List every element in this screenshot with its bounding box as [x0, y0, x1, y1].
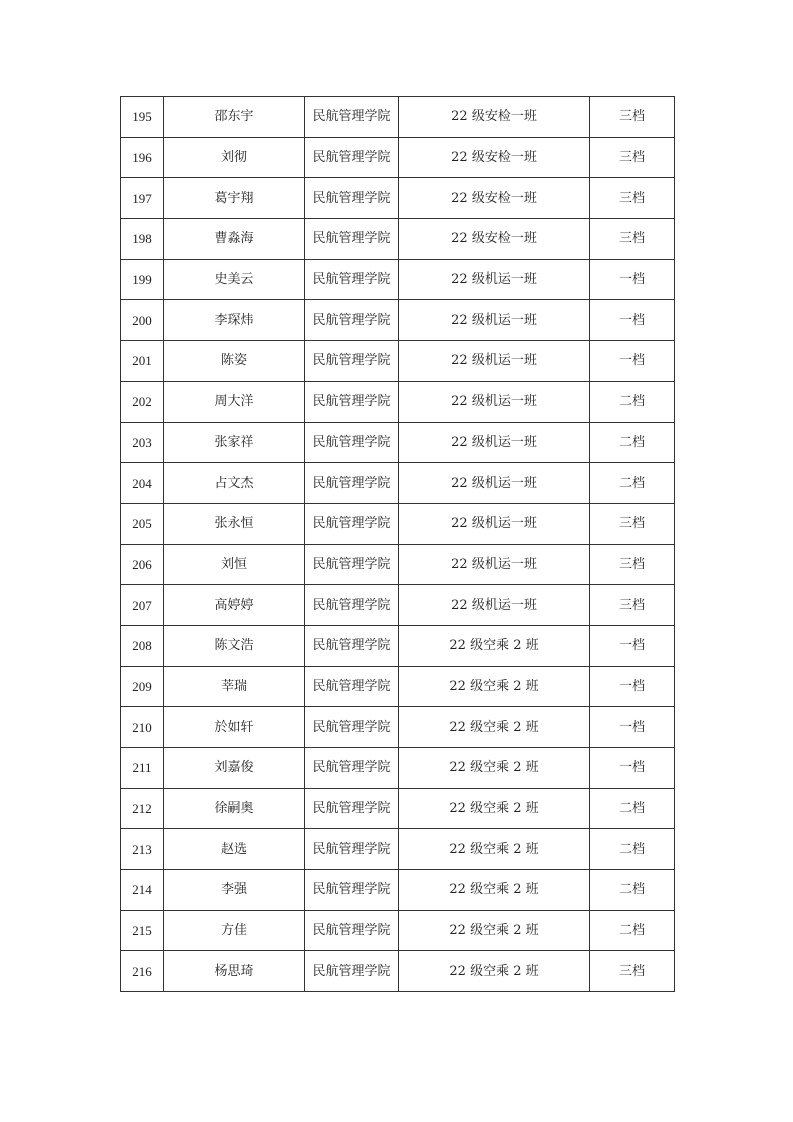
class-cell: 22 级机运一班: [399, 300, 590, 341]
class-cell: 22 级空乘 2 班: [399, 666, 590, 707]
college-cell: 民航管理学院: [305, 625, 399, 666]
row-number-cell: 205: [121, 503, 164, 544]
table-row: [121, 503, 675, 544]
level-cell: 一档: [590, 259, 675, 300]
level-cell: 一档: [590, 625, 675, 666]
row-number-cell: 207: [121, 585, 164, 626]
class-cell: 22 级空乘 2 班: [399, 951, 590, 992]
student-name-cell: 陈文浩: [164, 625, 305, 666]
level-cell: 三档: [590, 219, 675, 260]
student-name-cell: 高婷婷: [164, 585, 305, 626]
student-name-cell: 刘彻: [164, 137, 305, 178]
row-number-cell: 198: [121, 219, 164, 260]
level-cell: 三档: [590, 137, 675, 178]
row-number-cell: 203: [121, 422, 164, 463]
college-cell: 民航管理学院: [305, 829, 399, 870]
college-cell: 民航管理学院: [305, 544, 399, 585]
level-cell: 二档: [590, 381, 675, 422]
student-name-cell: 刘嘉俊: [164, 748, 305, 789]
college-cell: 民航管理学院: [305, 137, 399, 178]
row-number-cell: 197: [121, 178, 164, 219]
table-row: [121, 381, 675, 422]
college-cell: 民航管理学院: [305, 748, 399, 789]
college-cell: 民航管理学院: [305, 707, 399, 748]
level-cell: 一档: [590, 748, 675, 789]
level-cell: 二档: [590, 463, 675, 504]
table-row: [121, 259, 675, 300]
student-name-cell: 刘恒: [164, 544, 305, 585]
level-cell: 三档: [590, 585, 675, 626]
level-cell: 二档: [590, 788, 675, 829]
student-name-cell: 张永恒: [164, 503, 305, 544]
student-name-cell: 周大洋: [164, 381, 305, 422]
student-name-cell: 史美云: [164, 259, 305, 300]
row-number-cell: 200: [121, 300, 164, 341]
row-number-cell: 213: [121, 829, 164, 870]
row-number-cell: 206: [121, 544, 164, 585]
class-cell: 22 级机运一班: [399, 463, 590, 504]
row-number-cell: 202: [121, 381, 164, 422]
table-row: [121, 300, 675, 341]
table-row: [121, 463, 675, 504]
row-number-cell: 216: [121, 951, 164, 992]
table-row: [121, 178, 675, 219]
class-cell: 22 级空乘 2 班: [399, 870, 590, 911]
class-cell: 22 级安检一班: [399, 137, 590, 178]
table-row: [121, 97, 675, 138]
level-cell: 一档: [590, 300, 675, 341]
table-row: [121, 219, 675, 260]
college-cell: 民航管理学院: [305, 341, 399, 382]
level-cell: 二档: [590, 870, 675, 911]
table-row: [121, 341, 675, 382]
college-cell: 民航管理学院: [305, 585, 399, 626]
table-row: [121, 951, 675, 992]
level-cell: 二档: [590, 910, 675, 951]
class-cell: 22 级空乘 2 班: [399, 625, 590, 666]
student-name-cell: 陈姿: [164, 341, 305, 382]
class-cell: 22 级机运一班: [399, 585, 590, 626]
college-cell: 民航管理学院: [305, 503, 399, 544]
student-name-cell: 李强: [164, 870, 305, 911]
college-cell: 民航管理学院: [305, 300, 399, 341]
class-cell: 22 级空乘 2 班: [399, 829, 590, 870]
roster-body: [121, 97, 675, 992]
student-name-cell: 莘瑞: [164, 666, 305, 707]
level-cell: 一档: [590, 707, 675, 748]
table-row: [121, 870, 675, 911]
student-name-cell: 邵东宇: [164, 97, 305, 138]
table-row: [121, 625, 675, 666]
level-cell: 三档: [590, 544, 675, 585]
row-number-cell: 195: [121, 97, 164, 138]
student-name-cell: 於如轩: [164, 707, 305, 748]
row-number-cell: 214: [121, 870, 164, 911]
class-cell: 22 级机运一班: [399, 259, 590, 300]
college-cell: 民航管理学院: [305, 788, 399, 829]
row-number-cell: 215: [121, 910, 164, 951]
college-cell: 民航管理学院: [305, 178, 399, 219]
level-cell: 三档: [590, 178, 675, 219]
level-cell: 三档: [590, 97, 675, 138]
college-cell: 民航管理学院: [305, 463, 399, 504]
class-cell: 22 级机运一班: [399, 544, 590, 585]
table-row: [121, 666, 675, 707]
class-cell: 22 级安检一班: [399, 178, 590, 219]
student-name-cell: 张家祥: [164, 422, 305, 463]
college-cell: 民航管理学院: [305, 666, 399, 707]
level-cell: 三档: [590, 951, 675, 992]
row-number-cell: 210: [121, 707, 164, 748]
class-cell: 22 级安检一班: [399, 219, 590, 260]
student-name-cell: 曹淼海: [164, 219, 305, 260]
level-cell: 三档: [590, 503, 675, 544]
college-cell: 民航管理学院: [305, 870, 399, 911]
class-cell: 22 级空乘 2 班: [399, 788, 590, 829]
level-cell: 一档: [590, 666, 675, 707]
table-row: [121, 585, 675, 626]
student-name-cell: 徐嗣奥: [164, 788, 305, 829]
table-row: [121, 137, 675, 178]
row-number-cell: 211: [121, 748, 164, 789]
class-cell: 22 级机运一班: [399, 503, 590, 544]
college-cell: 民航管理学院: [305, 422, 399, 463]
college-cell: 民航管理学院: [305, 219, 399, 260]
class-cell: 22 级安检一班: [399, 97, 590, 138]
student-name-cell: 杨思琦: [164, 951, 305, 992]
table-row: [121, 910, 675, 951]
class-cell: 22 级空乘 2 班: [399, 707, 590, 748]
table-row: [121, 829, 675, 870]
college-cell: 民航管理学院: [305, 97, 399, 138]
table-row: [121, 422, 675, 463]
college-cell: 民航管理学院: [305, 259, 399, 300]
student-name-cell: 葛宇翔: [164, 178, 305, 219]
class-cell: 22 级机运一班: [399, 341, 590, 382]
row-number-cell: 199: [121, 259, 164, 300]
college-cell: 民航管理学院: [305, 951, 399, 992]
student-name-cell: 方佳: [164, 910, 305, 951]
student-name-cell: 李琛炜: [164, 300, 305, 341]
level-cell: 二档: [590, 422, 675, 463]
class-cell: 22 级空乘 2 班: [399, 748, 590, 789]
level-cell: 二档: [590, 829, 675, 870]
table-row: [121, 544, 675, 585]
student-name-cell: 占文杰: [164, 463, 305, 504]
row-number-cell: 209: [121, 666, 164, 707]
college-cell: 民航管理学院: [305, 910, 399, 951]
row-number-cell: 201: [121, 341, 164, 382]
row-number-cell: 212: [121, 788, 164, 829]
level-cell: 一档: [590, 341, 675, 382]
college-cell: 民航管理学院: [305, 381, 399, 422]
table-row: [121, 707, 675, 748]
row-number-cell: 208: [121, 625, 164, 666]
class-cell: 22 级空乘 2 班: [399, 910, 590, 951]
row-number-cell: 204: [121, 463, 164, 504]
table-row: [121, 788, 675, 829]
table-row: [121, 748, 675, 789]
class-cell: 22 级机运一班: [399, 422, 590, 463]
class-cell: 22 级机运一班: [399, 381, 590, 422]
row-number-cell: 196: [121, 137, 164, 178]
student-name-cell: 赵选: [164, 829, 305, 870]
student-roster-table: [120, 96, 675, 992]
